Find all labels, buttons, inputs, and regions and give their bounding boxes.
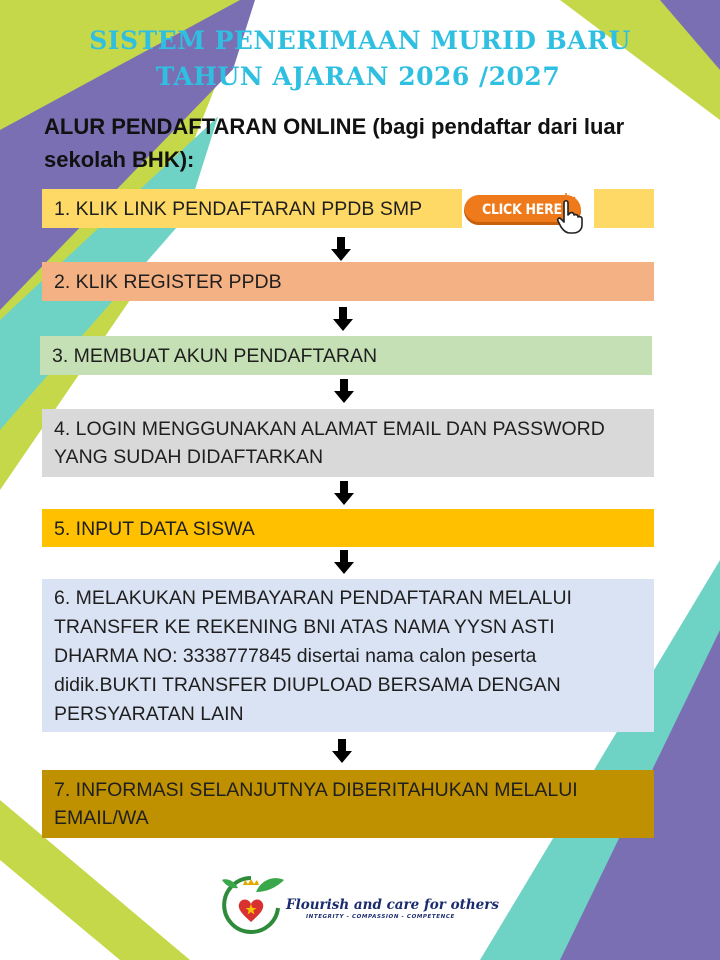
arrow-down-icon [332,739,352,763]
step-6[interactable] [42,579,654,732]
arrow-down-icon [334,481,354,505]
step-2-text: 2. KLIK REGISTER PPDB [54,271,282,293]
step-7[interactable] [42,770,654,838]
school-logo [216,870,286,940]
arrow-down-icon [334,550,354,574]
step-3[interactable] [40,336,652,375]
step-5[interactable] [42,509,654,547]
arrow-down-icon [333,307,353,331]
title-line-1: SISTEM PENERIMAAN MURID BARU [89,26,631,55]
title-line-2: TAHUN AJARAN 2026 /2027 [155,62,561,91]
step-4-text: 4. LOGIN MENGGUNAKAN ALAMAT EMAIL DAN PASSWORD YANG SUDAH DIDAFTARKAN [54,418,605,468]
step-3-text: 3. MEMBUAT AKUN PENDAFTARAN [52,345,378,367]
step-5-text: 5. INPUT DATA SISWA [54,518,255,540]
step-7-text: 7. INFORMASI SELANJUTNYA DIBERITAHUKAN MELALUI EMAIL/WA [54,779,578,829]
step-2[interactable] [42,262,654,301]
section-heading: ALUR PENDAFTARAN ONLINE (bagi pendaftar dari luar sekolah BHK): [44,114,625,172]
footer-values: INTEGRITY - COMPASSION - COMPETENCE [306,914,455,920]
step-4[interactable] [42,409,654,477]
step-1-text: 1. KLIK LINK PENDAFTARAN PPDB SMP [54,198,423,220]
footer-slogan: Flourish and care for others [286,897,499,913]
step-6-text: 6. MELAKUKAN PEMBAYARAN PENDAFTARAN MELALUI TRANSFER KE REKENING BNI ATAS NAMA YYSN ASTI DHARMA NO: 3338777845 disertai nama calon peserta didik.BUKTI TRANSFER DIUPLOAD BERSAMA DENGAN PERSYARATAN LAIN [54,587,572,725]
arrow-down-icon [331,237,351,261]
arrow-down-icon [334,379,354,403]
pointing-hand-icon [556,193,594,235]
click-here-button[interactable] [462,189,594,239]
click-here-label: CLICK HERE [464,195,581,225]
